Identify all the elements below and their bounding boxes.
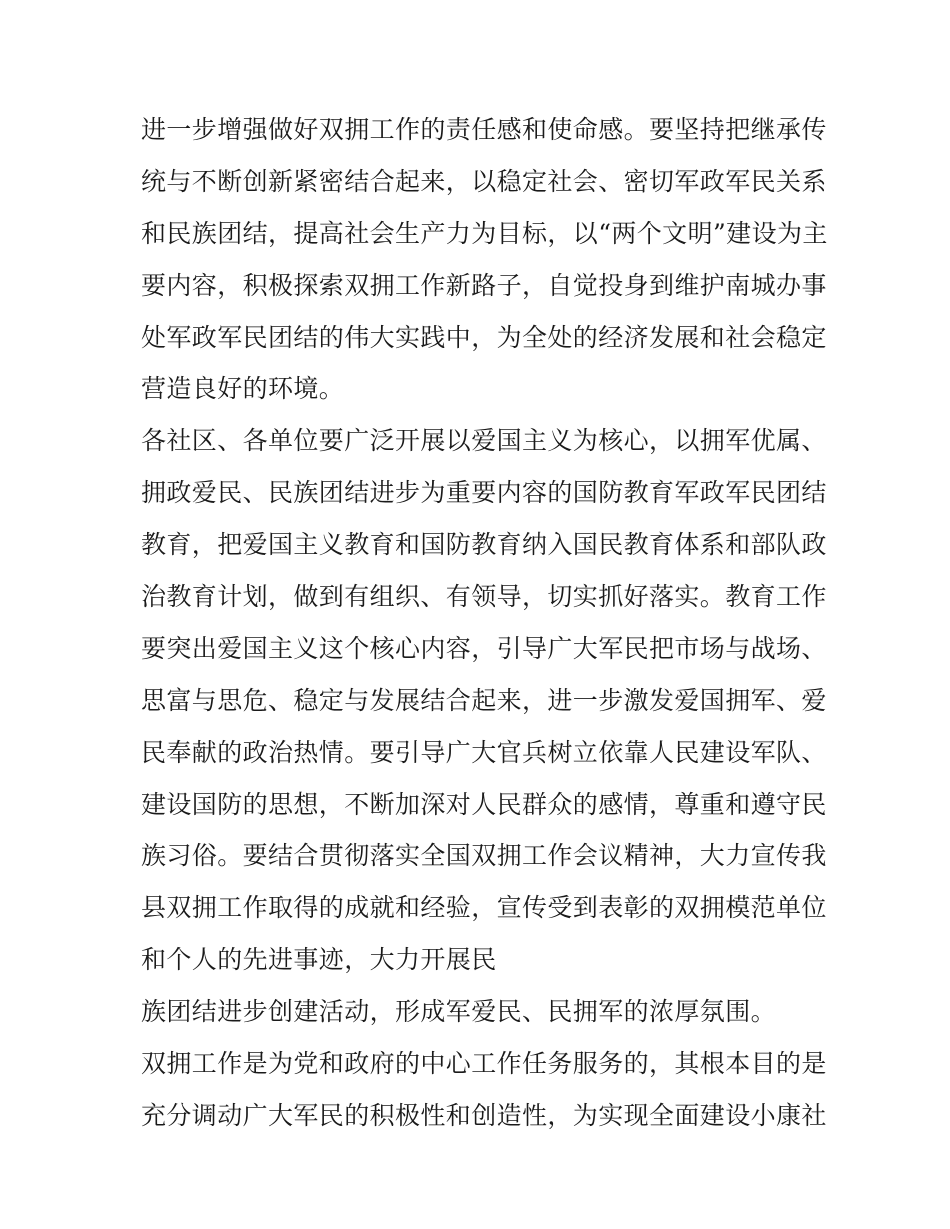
document-body	[141, 104, 828, 1142]
text-line: 营造良好的环境。	[141, 374, 345, 404]
text-line: 治教育计划，做到有组织、有领导，切实抓好落实。教育工作	[141, 582, 827, 612]
text-line: 要内容，积极探索双拥工作新路子，自觉投身到维护南城办事	[141, 270, 827, 300]
text-line: 族团结进步创建活动，形成军爱民、民拥军的浓厚氛围。	[141, 997, 777, 1027]
text-line: 各社区、各单位要广泛开展以爱国主义为核心，以拥军优属、	[141, 426, 827, 456]
text-line: 族习俗。要结合贯彻落实全国双拥工作会议精神，大力宣传我	[141, 841, 827, 871]
text-line: 建设国防的思想，不断加深对人民群众的感情，尊重和遵守民	[141, 789, 827, 819]
text-line: 县双拥工作取得的成就和经验，宣传受到表彰的双拥模范单位	[141, 893, 827, 923]
text-line: 拥政爱民、民族团结进步为重要内容的国防教育军政军民团结	[141, 478, 827, 508]
text-line: 进一步增强做好双拥工作的责任感和使命感。要坚持把继承传	[141, 115, 827, 144]
text-line: 思富与思危、稳定与发展结合起来，进一步激发爱国拥军、爱	[141, 685, 827, 715]
text-line: 要突出爱国主义这个核心内容，引导广大军民把市场与战场、	[141, 633, 827, 663]
text-line: 教育，把爱国主义教育和国防教育纳入国民教育体系和部队政	[141, 530, 827, 560]
text-line: 处军政军民团结的伟大实践中，为全处的经济发展和社会稳定	[141, 322, 827, 352]
text-line: 统与不断创新紧密结合起来，以稳定社会、密切军政军民关系	[141, 166, 827, 196]
text-line: 双拥工作是为党和政府的中心工作任务服务的，其根本目的是	[141, 1049, 827, 1079]
text-line: 民奉献的政治热情。要引导广大官兵树立依靠人民建设军队、	[141, 737, 827, 767]
text-line: 和民族团结，提高社会生产力为目标，以“两个文明”建设为主	[141, 218, 828, 248]
text-line: 和个人的先进事迹，大力开展民	[141, 945, 497, 975]
text-line: 充分调动广大军民的积极性和创造性，为实现全面建设小康社	[141, 1100, 827, 1130]
